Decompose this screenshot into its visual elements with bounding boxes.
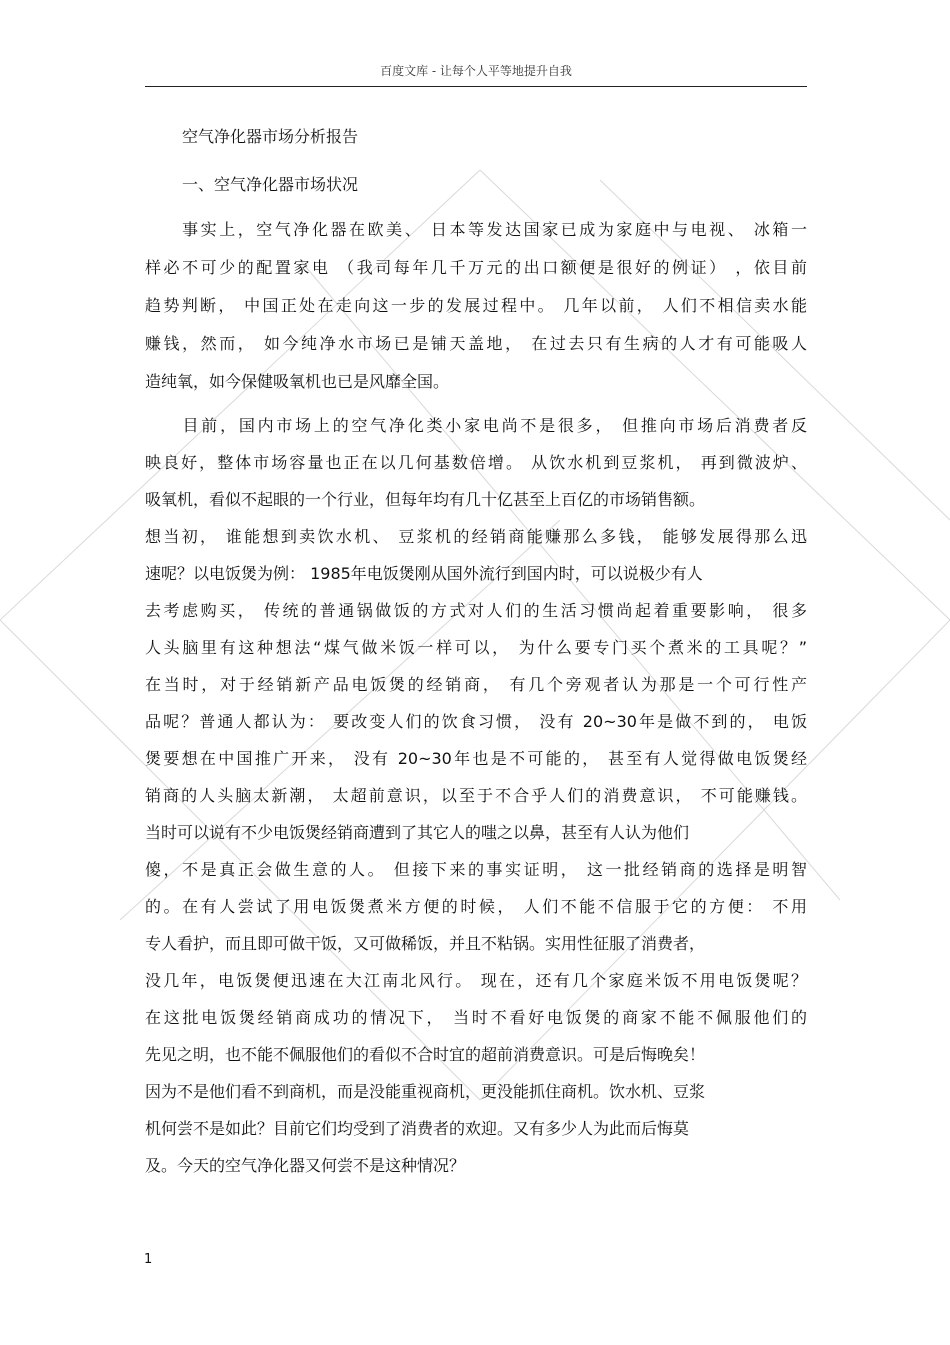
paragraph-line: 事实上，空气净化器在欧美、 日本等发达国家已成为家庭中与电视、 冰箱一: [145, 220, 807, 239]
paragraph-line: 吸氧机，看似不起眼的一个行业，但每年均有几十亿甚至上百亿的市场销售额。: [145, 490, 706, 509]
paragraph-line: 样必不可少的配置家电 （我司每年几千万元的出口额便是很好的例证） ，依目前: [145, 258, 807, 277]
section-heading: 一、空气净化器市场状况: [182, 175, 359, 194]
paragraph-line: 专人看护，而且即可做干饭，又可做稀饭，并且不粘锅。实用性征服了消费者，: [145, 934, 706, 953]
paragraph-line: 销商的人头脑太新潮， 太超前意识，以至于不合乎人们的消费意识， 不可能赚钱。: [145, 786, 807, 805]
paragraph-line: 煲要想在中国推广开来， 没有 20~30年也是不可能的， 甚至有人觉得做电饭煲经: [145, 749, 807, 768]
paragraph-line: 人头脑里有这种想法“煤气做米饭一样可以， 为什么要专门买个煮米的工具呢？”: [145, 638, 807, 657]
paragraph-line: 目前，国内市场上的空气净化类小家电尚不是很多， 但推向市场后消费者反: [145, 416, 807, 435]
paragraph-line: 速呢？以电饭煲为例： 1985年电饭煲刚从国外流行到国内时，可以说极少有人: [145, 564, 703, 583]
paragraph-line: 先见之明，也不能不佩服他们的看似不合时宜的超前消费意识。可是后悔晚矣！: [145, 1045, 706, 1064]
paragraph-line: 的。在有人尝试了用电饭煲煮米方便的时候， 人们不能不信服于它的方便： 不用: [145, 897, 807, 916]
paragraph-line: 赚钱，然而， 如今纯净水市场已是铺天盖地， 在过去只有生病的人才有可能吸人: [145, 334, 807, 353]
document-title: 空气净化器市场分析报告: [182, 127, 359, 146]
page-number: 1: [144, 1252, 153, 1267]
paragraph-line: 在这批电饭煲经销商成功的情况下， 当时不看好电饭煲的商家不能不佩服他们的: [145, 1008, 807, 1027]
paragraph-line: 映良好，整体市场容量也正在以几何基数倍增。 从饮水机到豆浆机， 再到微波炉、: [145, 453, 807, 472]
paragraph-line: 傻，不是真正会做生意的人。 但接下来的事实证明， 这一批经销商的选择是明智: [145, 860, 807, 879]
paragraph-line: 及。今天的空气净化器又何尝不是这种情况？: [145, 1156, 466, 1175]
paragraph-line: 没几年，电饭煲便迅速在大江南北风行。 现在，还有几个家庭米饭不用电饭煲呢？: [145, 971, 807, 990]
paragraph-line: 机何尝不是如此？目前它们均受到了消费者的欢迎。又有多少人为此而后悔莫: [145, 1119, 690, 1138]
page-header: 百度文库 - 让每个人平等地提升自我: [380, 64, 572, 78]
paragraph-line: 去考虑购买， 传统的普通锅做饭的方式对人们的生活习惯尚起着重要影响， 很多: [145, 601, 807, 620]
paragraph-line: 品呢？普通人都认为： 要改变人们的饮食习惯， 没有 20~30年是做不到的， 电饭: [145, 712, 807, 731]
paragraph-line: 造纯氧，如今保健吸氧机也已是风靡全国。: [145, 372, 450, 391]
paragraph-line: 当时可以说有不少电饭煲经销商遭到了其它人的嗤之以鼻，甚至有人认为他们: [145, 823, 690, 842]
paragraph-line: 趋势判断， 中国正处在走向这一步的发展过程中。 几年以前， 人们不相信卖水能: [145, 296, 807, 315]
paragraph-line: 在当时，对于经销新产品电饭煲的经销商， 有几个旁观者认为那是一个可行性产: [145, 675, 807, 694]
paragraph-line: 想当初， 谁能想到卖饮水机、 豆浆机的经销商能赚那么多钱， 能够发展得那么迅: [145, 527, 807, 546]
header-rule: [145, 86, 807, 87]
paragraph-line: 因为不是他们看不到商机，而是没能重视商机，更没能抓住商机。饮水机、豆浆: [145, 1082, 706, 1101]
